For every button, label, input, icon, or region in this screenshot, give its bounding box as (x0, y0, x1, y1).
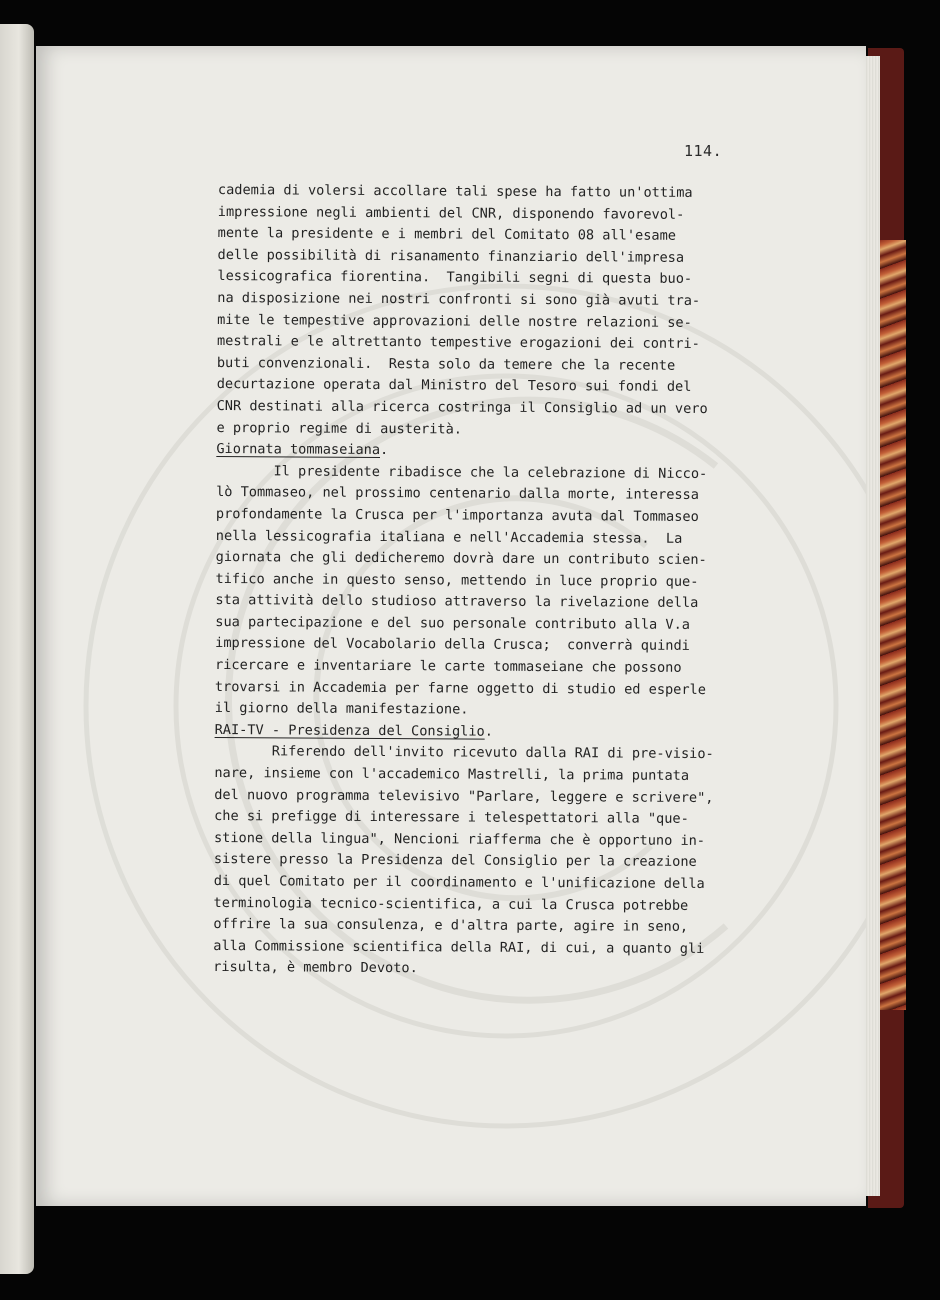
text-line: Il presidente ribadisce che la celebrazione di Nicco- (216, 462, 708, 482)
heading-period: . (379, 442, 389, 459)
heading-period: . (484, 723, 493, 740)
document-body (213, 180, 778, 982)
text-line: alla Commissione scientifica della RAI, di cui, a quanto gli (213, 937, 705, 957)
text-line: terminologia tecnico-scientifica, a cui la Crusca potrebbe (213, 894, 689, 914)
text-line: lessicografica fiorentina. Tangibili segni di questa buo- (217, 268, 693, 288)
text-line: buti convenzionali. Resta solo da temere che la recente (216, 354, 676, 374)
section-heading-text: Giornata tommaseiana (216, 441, 381, 459)
text-line: CNR destinati alla ricerca costringa il Consiglio ad un vero (216, 397, 708, 417)
text-line: sistere presso la Presidenza del Consiglio per la creazione (213, 851, 697, 871)
page-number: 114. (684, 142, 723, 160)
text-line: delle possibilità di risanamento finanziario dell'impresa (217, 246, 685, 266)
text-line: e proprio regime di austerità. (216, 419, 463, 438)
document-page (36, 46, 866, 1206)
text-line: sua partecipazione e del suo personale contributo alla V.a (215, 613, 691, 633)
text-line: profondamente la Crusca per l'importanza avuta dal Tommaseo (215, 505, 699, 525)
text-line: mite le tempestive approvazioni delle nostre relazioni se- (217, 311, 692, 331)
paragraph-tommaseo (215, 461, 777, 724)
text-line: giornata che gli dedicheremo dovrà dare un contributo scien- (215, 549, 707, 569)
marbled-endpaper (878, 240, 906, 1010)
section-heading-giornata (216, 439, 776, 464)
text-line: impressione negli ambienti del CNR, disponendo favorevol- (217, 203, 685, 223)
paragraph-budget (216, 180, 778, 443)
text-line: offrire la sua consulenza, e d'altra parte, agire in seno, (213, 916, 689, 936)
text-line: ricercare e inventariare le carte tommaseiane che possono (214, 657, 682, 676)
text-line: mestrali e le altrettanto tempestive erogazioni dei contri- (216, 333, 700, 353)
text-line: il giorno della manifestazione. (214, 700, 469, 718)
text-line: impressione del Vocabolario della Crusca; converrà quindi (215, 635, 690, 655)
text-line: tifico anche in questo senso, mettendo in luce proprio que- (215, 570, 699, 590)
section-heading-text: RAI-TV - Presidenza del Consiglio (214, 721, 485, 740)
text-line: lò Tommaseo, nel prossimo centenario dalla morte, interessa (216, 484, 700, 504)
text-line: di quel Comitato per il coordinamento e l'unificazione della (213, 872, 705, 892)
text-line: risulta, è membro Devoto. (213, 959, 418, 977)
text-line: nella lessicografia italiana e nell'Accademia stessa. La (215, 527, 683, 547)
text-line: decurtazione operata dal Ministro del Tesoro sui fondi del (216, 376, 692, 396)
text-line: Riferendo dell'invito ricevuto dalla RAI di pre-visio- (214, 743, 714, 763)
text-line: che si prefigge di interessare i telespettatori alla "que- (214, 808, 689, 828)
text-line: na disposizione nei nostri confronti si sono già avuti tra- (217, 289, 701, 309)
text-line: stione della lingua", Nencioni riafferma che è opportuno in- (213, 829, 706, 849)
text-line: mente la presidente e i membri del Comitato 08 all'esame (217, 225, 677, 244)
left-page-edge (0, 24, 34, 1274)
text-line: nare, insieme con l'accademico Mastrelli, la prima puntata (214, 765, 690, 784)
text-line: trovarsi in Accademia per farne oggetto di studio ed esperle (214, 678, 707, 698)
text-line: sta attività dello studioso attraverso la rivelazione della (215, 592, 699, 612)
paragraph-rai (213, 741, 774, 982)
text-line: del nuovo programma televisivo "Parlare, leggere e scrivere", (214, 786, 714, 806)
text-line: cademia di volersi accollare tali spese ha fatto un'ottima (217, 181, 693, 201)
